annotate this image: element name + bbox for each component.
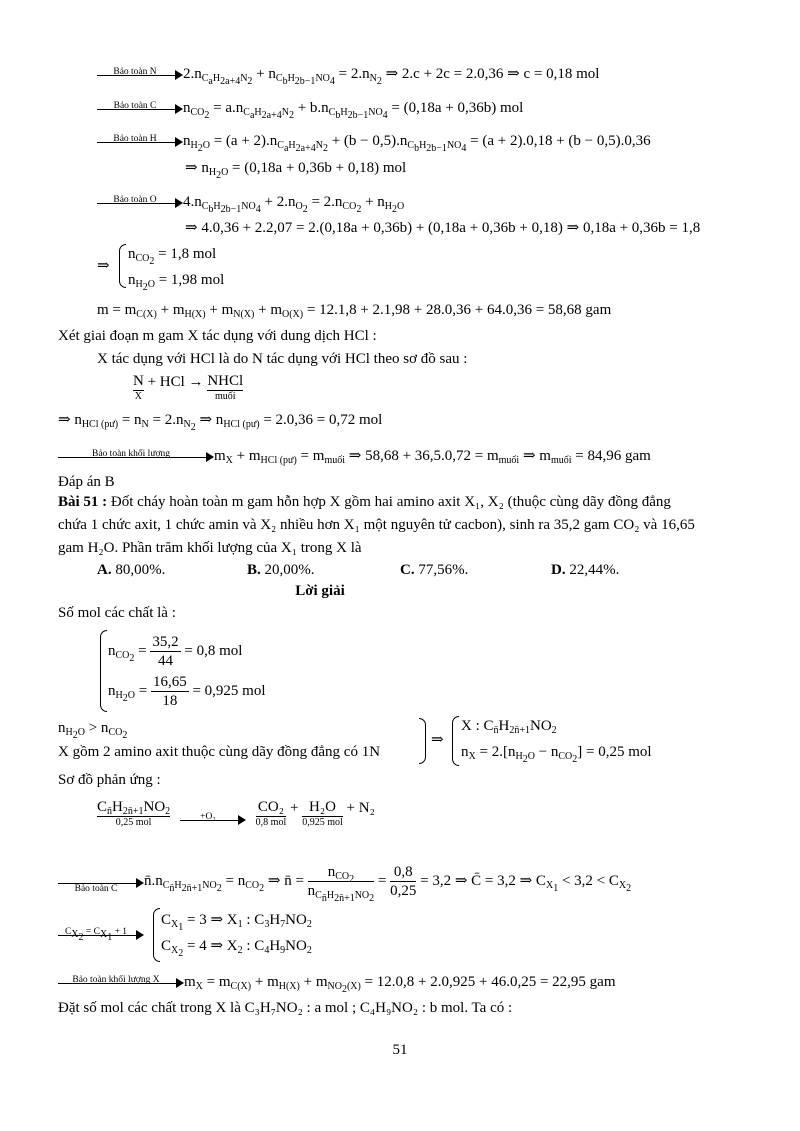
eq-mass-x: Bảo toàn khối lượng X $m_X = m_{C(X)} + m_{H(X)} + m_{NO_2(X)} = 12.0,8 + 2.0,925 + 46.0,25 = 22,95$ gam xyxy=(58,972,616,992)
arrow-label: Bảo toàn N xyxy=(113,67,157,77)
option-a: A. 80,00%. xyxy=(97,562,166,578)
result-nx: $n_X = 2.[n_{H_2O} - n_{CO_2}] = 0,25$ mol xyxy=(461,744,652,765)
cond-1: $n_{H_2O} > n_{CO_2}$ xyxy=(58,720,128,741)
eq-bao-toan-c-2: Bảo toàn C $n̄.n_{C_{n̄}H_{2n̄+1}NO_2} = n_{CO_2}$ ⇒ n̄ = $\frac{n_{CO_2}}{n_{C_{n̄}H_{2n̄+1}NO_2}}$ = $\frac{0,8}{0,25}$ = 3,2 ⇒ C̄ = 3,2 ⇒ $C_{X_1} < 3,2 < C_{X_2}$ xyxy=(58,862,631,900)
eq-bao-toan-c: Bảo toàn C $n_{CO_2} = a.n_{C_aH_{2a+4}N_2} + b.n_{C_bH_{2b-1}NO_4} = (0,18a + 0,36b)$ mol xyxy=(97,98,523,118)
brace xyxy=(452,716,459,766)
result-x2: $C_{X_2} = 4$ ⇒ $X_2$ : $C_4H_9NO_2$ xyxy=(161,938,312,959)
option-d: D. 22,44%. xyxy=(551,562,620,578)
text-giai-doan-hcl: Xét giai đoạn m gam X tác dụng với dung dịch HCl : xyxy=(58,328,377,344)
question-line-3: gam H₂O. Phần trăm khối lượng của X₁ trong X là xyxy=(58,540,362,556)
system-nh2o: $n_{H_2O} = 1,98$ mol xyxy=(128,272,225,293)
arrow-label: Bảo toàn O xyxy=(113,195,157,205)
brace xyxy=(119,244,126,288)
reactant-n: N xyxy=(133,373,144,389)
result-x1: $C_{X_1} = 3$ ⇒ $X_1$ : $C_3H_7NO_2$ xyxy=(161,912,312,933)
arrow-label: Bảo toàn C xyxy=(113,101,157,111)
reaction-scheme: $C_{n̄}H_{2n̄+1}NO_2$ 0,25 mol +O₂ CO₂ 0,8 mol + H₂O 0,925 mol + N₂ xyxy=(97,799,375,828)
arrow-label: $C_{X_2} = C_{X_1} + 1$ xyxy=(64,927,128,943)
eq-nco2-calc: $n_{CO_2}$ = $\frac{35,2}{44}$ = 0,8 mol xyxy=(108,634,243,670)
answer-b: Đáp án B xyxy=(58,474,115,490)
eq-nhcl: ⇒ $n_{HCl (pư)} = n_N = 2.n_{N_2}$ ⇒ $n_{HCl (pư)} = 2.0,36 = 0,72$ mol xyxy=(58,412,383,433)
arrow-label: Bảo toàn khối lượng xyxy=(92,449,170,459)
right-brace xyxy=(419,718,426,764)
option-c: C. 77,56%. xyxy=(400,562,469,578)
eq-bao-toan-n: Bảo toàn N $2.n_{C_aH_{2a+4}N_2} + n_{C_bH_{2b-1}NO_4} = 2.n_{N_2}$ ⇒ 2.c + 2c = 2.0,36 ⇒ c = 0,18 mol xyxy=(97,64,599,84)
arrow-label: Bảo toàn khối lượng X xyxy=(72,975,160,985)
eq-bao-toan-o: Bảo toàn O $4.n_{C_bH_{2b-1}NO_4} + 2.n_{O_2} = 2.n_{CO_2} + n_{H_2O}$ xyxy=(97,192,404,212)
product-nhcl: NHCl xyxy=(207,373,244,389)
solution-title: Lời giải xyxy=(295,583,345,599)
cond-2: X gồm 2 amino axit thuộc cùng dãy đồng đẳng có 1N xyxy=(58,744,381,760)
question-line-1 xyxy=(58,492,671,512)
text-so-mol: Số mol các chất là : xyxy=(58,605,176,621)
implies-symbol: ⇒ xyxy=(97,258,110,274)
eq-bao-toan-h: Bảo toàn H $n_{H_2O} = (a + 2).n_{C_aH_{2a+4}N_2} + (b - 0,5).n_{C_bH_{2b-1}NO_4} = (a + 2).0,18 + (b - 0,5).0,36$ xyxy=(97,131,651,151)
text-dat-so-mol: Đặt số mol các chất trong X là C₃H₇NO₂ : a mol ; C₄H₉NO₂ : b mol. Ta có : xyxy=(58,1000,513,1016)
arrow-label: Bảo toàn C xyxy=(74,883,118,894)
implies-symbol: ⇒ xyxy=(431,732,444,748)
eq-nh2o-calc: $n_{H_2O}$ = $\frac{16,65}{18}$ = 0,925 mol xyxy=(108,674,266,710)
plus-hcl: + HCl → xyxy=(147,374,204,390)
arrow-label: +O₂ xyxy=(200,812,216,822)
product-label: muối xyxy=(214,391,236,402)
eq-nh2o: ⇒ $n_{H_2O} = (0,18a + 0,36b + 0,18)$ mol xyxy=(185,160,407,181)
page-number: 51 xyxy=(392,1042,408,1058)
eq-cx2-cx1 xyxy=(58,924,144,944)
reactant-n-label: X xyxy=(134,391,143,402)
text-x-tac-dung: X tác dụng với HCl là do N tác dụng với HCl theo sơ đồ sau : xyxy=(97,351,468,367)
eq-bao-toan-khoi-luong: Bảo toàn khối lượng $m_X + m_{HCl (pư)} = m_{muối}$ ⇒ $58,68 + 36,5.0,72 = m_{muối}$ ⇒ $m_{muối} = 84,96$ gam xyxy=(58,446,651,466)
eq-mass-m: $m = m_{C(X)} + m_{H(X)} + m_{N(X)} + m_{O(X)} = 12.1,8 + 2.1,98 + 28.0,36 + 64.0,36 = 58,68$ gam xyxy=(97,302,612,320)
brace xyxy=(100,630,107,712)
result-x-formula: X : $C_{n̄}H_{2n̄+1}NO_2$ xyxy=(461,718,557,736)
question-text-1: Đốt cháy hoàn toàn m gam hỗn hợp X gồm hai amino axit X₁, X₂ (thuộc cùng dãy đồng đẳng xyxy=(107,494,671,510)
question-line-2: chứa 1 chức axit, 1 chức amin và X₂ nhiều hơn X₁ một nguyên tử cacbon), sinh ra 35,2 gam CO₂ và 16,65 xyxy=(58,517,695,533)
eq-bao-toan-o-2: ⇒ 4.0,36 + 2.2,07 = 2.(0,18a + 0,36b) + (0,18a + 0,36b + 0,18) ⇒ 0,18a + 0,36b = 1,8 xyxy=(185,220,701,236)
scheme-n-hcl xyxy=(133,372,243,403)
text-so-do: Sơ đồ phản ứng : xyxy=(58,772,161,788)
arrow-label: Bảo toàn H xyxy=(113,134,157,144)
system-nco2: $n_{CO_2} = 1,8$ mol xyxy=(128,246,217,267)
option-b: B. 20,00%. xyxy=(247,562,315,578)
brace xyxy=(153,908,160,962)
question-number: Bài 51 : xyxy=(58,494,108,510)
